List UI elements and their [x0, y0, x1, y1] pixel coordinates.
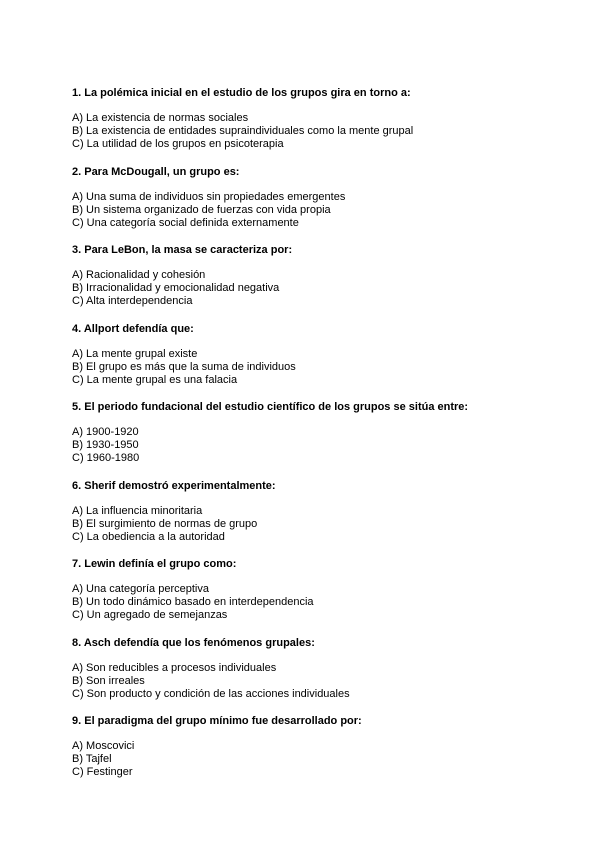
option-list	[72, 112, 552, 151]
option-list	[72, 505, 552, 544]
option-a: A) Racionalidad y cohesión	[72, 269, 206, 281]
question-title: 7. Lewin definía el grupo como:	[72, 558, 237, 570]
question-1	[72, 87, 552, 151]
question-6	[72, 480, 552, 544]
option-b: B) La existencia de entidades supraindividuales como la mente grupal	[72, 125, 414, 137]
option-c: C) 1960-1980	[72, 452, 140, 464]
question-7	[72, 558, 552, 622]
option-c: C) La obediencia a la autoridad	[72, 530, 225, 543]
question-title: 5. El periodo fundacional del estudio científico de los grupos se sitúa entre:	[72, 401, 469, 413]
option-a: A) Moscovici	[72, 740, 135, 752]
option-a: A) Una suma de individuos sin propiedades emergentes	[72, 190, 346, 203]
question-4	[72, 323, 552, 387]
option-b: B) Un todo dinámico basado en interdependencia	[72, 596, 314, 608]
option-a: A) La mente grupal existe	[72, 347, 198, 360]
option-c: C) La mente grupal es una falacia	[72, 373, 238, 386]
option-b: B) Son irreales	[72, 674, 145, 687]
question-title: 4. Allport defendía que:	[72, 322, 194, 335]
option-b: B) Tajfel	[72, 753, 112, 765]
question-3	[72, 244, 552, 308]
option-b: B) Irracionalidad y emocionalidad negativa	[72, 282, 280, 294]
option-c: C) Una categoría social definida externamente	[72, 216, 299, 229]
option-a: A) 1900-1920	[72, 426, 139, 438]
document-page	[72, 87, 552, 794]
option-c: C) La utilidad de los grupos en psicoterapia	[72, 138, 284, 150]
option-b: B) Un sistema organizado de fuerzas con vida propia	[72, 203, 331, 216]
option-list	[72, 426, 552, 465]
option-list	[72, 191, 552, 230]
option-a: A) La existencia de normas sociales	[72, 112, 249, 124]
option-list	[72, 583, 552, 622]
option-list	[72, 348, 552, 387]
question-2	[72, 166, 552, 230]
option-b: B) 1930-1950	[72, 439, 139, 451]
option-c: C) Alta interdependencia	[72, 295, 193, 307]
option-a: A) Una categoría perceptiva	[72, 583, 209, 595]
question-title: 1. La polémica inicial en el estudio de los grupos gira en torno a:	[72, 87, 411, 99]
option-a: A) La influencia minoritaria	[72, 504, 203, 517]
option-c: C) Festinger	[72, 766, 133, 778]
option-list	[72, 269, 552, 308]
option-b: B) El surgimiento de normas de grupo	[72, 517, 258, 530]
option-a: A) Son reducibles a procesos individuales	[72, 661, 277, 674]
question-title: 3. Para LeBon, la masa se caracteriza por:	[72, 244, 293, 256]
question-5	[72, 401, 552, 465]
question-title: 6. Sherif demostró experimentalmente:	[72, 479, 276, 492]
question-title: 8. Asch defendía que los fenómenos grupales:	[72, 636, 315, 649]
question-title: 2. Para McDougall, un grupo es:	[72, 165, 240, 178]
question-8	[72, 637, 552, 701]
option-list	[72, 662, 552, 701]
option-list	[72, 740, 552, 779]
question-9	[72, 715, 552, 779]
option-c: C) Un agregado de semejanzas	[72, 609, 228, 621]
question-title: 9. El paradigma del grupo mínimo fue desarrollado por:	[72, 715, 362, 727]
option-c: C) Son producto y condición de las acciones individuales	[72, 687, 350, 700]
option-b: B) El grupo es más que la suma de individuos	[72, 360, 296, 373]
